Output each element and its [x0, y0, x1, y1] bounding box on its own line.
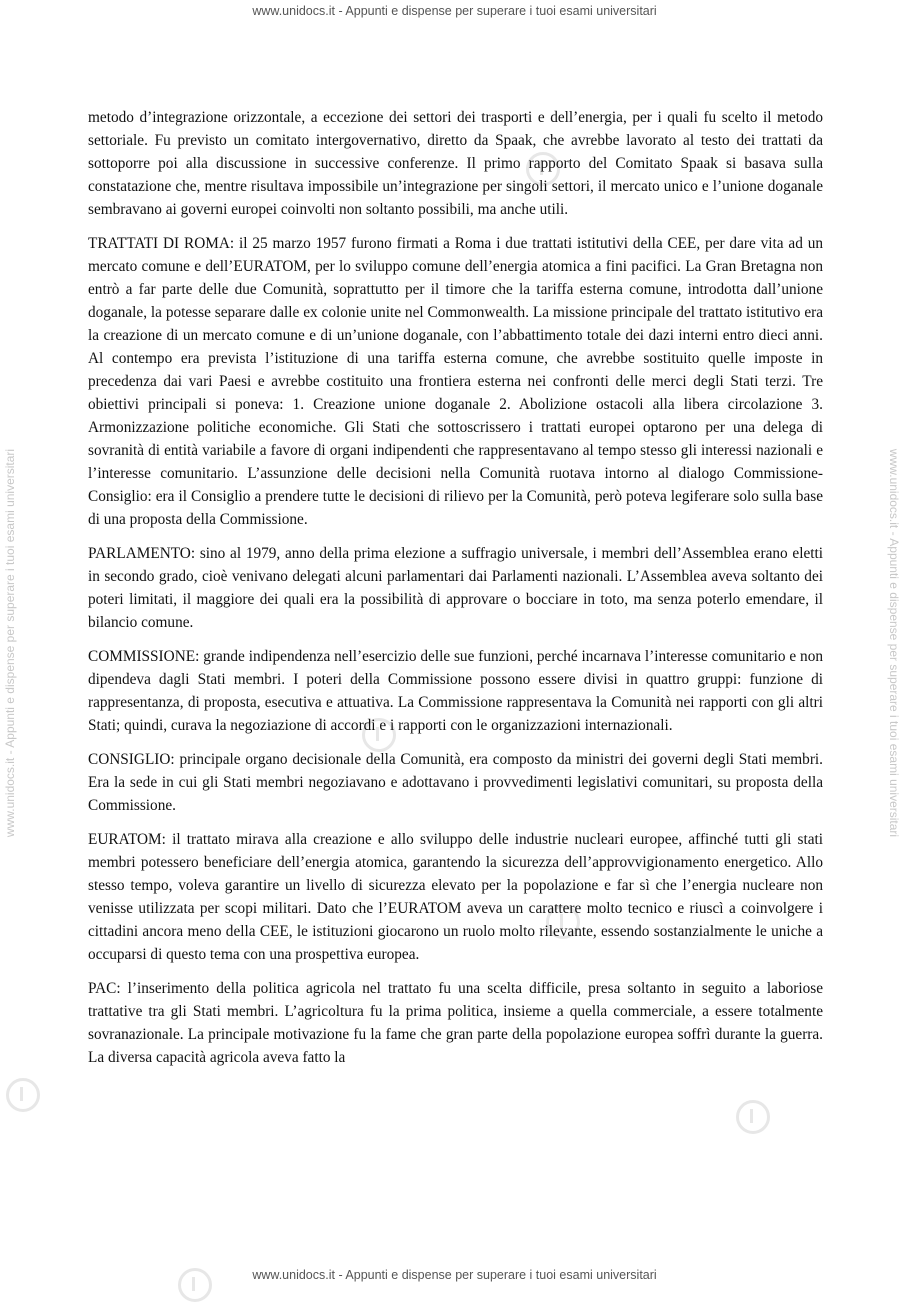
watermark-banner-top: www.unidocs.it - Appunti e dispense per superare i tuoi esami universitari — [252, 4, 657, 18]
watermark-side-right — [886, 0, 902, 1286]
paragraph-parlamento: PARLAMENTO: sino al 1979, anno della prima elezione a suffragio universale, i membri dell’Assemblea erano eletti in secondo grado, cioè venivano delegati alcuni parlamentari dai Parlamenti nazionali. L’Assemblea aveva soltanto dei poteri limitati, il maggiore dei quali era la possibilità di approvare o bocciare in toto, ma senza poterlo emendare, il bilancio comune. — [88, 545, 823, 631]
document-body — [88, 106, 823, 1080]
paragraph-consiglio: CONSIGLIO: principale organo decisionale della Comunità, era composto da ministri dei governi degli Stati membri. Era la sede in cui gli Stati membri negoziavano e adottavano i provvedimenti legislativi comunitari, su proposta della Commissione. — [88, 751, 823, 814]
paragraph-commissione: COMMISSIONE: grande indipendenza nell’esercizio delle sue funzioni, perché incarnava l’interesse comunitario e non dipendeva dagli Stati membri. I poteri della Commissione possono essere divisi in quattro gruppi: funzione di rappresentanza, di proposta, esecutiva e attuativa. La Commissione rappresentava la Comunità nei rapporti con gli altri Stati; quindi, curava la negoziazione di accordi e i rapporti con le organizzazioni internazionali. — [88, 648, 823, 734]
watermark-side-right-text: www.unidocs.it - Appunti e dispense per superare i tuoi esami universitari — [887, 448, 901, 838]
paragraph-intro: metodo d’integrazione orizzontale, a eccezione dei settori dei trasporti e dell’energia, per i quali fu scelto il metodo settoriale. Fu previsto un comitato intergovernativo, diretto da Spaak, che avrebbe lavorato al testo dei trattati da sottoporre poi alla discussione in successive conferenze. Il primo rapporto del Comitato Spaak si basava sulla constatazione che, mentre risultava impossibile un’integrazione per singoli settori, il mercato unico e l’unione doganale sembravano ai governi europei coinvolti non soltanto possibili, ma anche utili. — [88, 109, 823, 218]
watermark-logo-icon — [6, 1078, 40, 1112]
watermark-side-left-text: www.unidocs.it - Appunti e dispense per superare i tuoi esami universitari — [3, 448, 17, 838]
watermark-logo-icon — [736, 1100, 770, 1134]
paragraph-pac: PAC: l’inserimento della politica agricola nel trattato fu una scelta difficile, presa soltanto in seguito a laboriose trattative tra gli Stati membri. L’agricoltura fu la prima politica, insieme a quella commerciale, a essere totalmente sovranazionale. La principale motivazione fu la fame che gran parte della popolazione europea soffrì durante la guerra. La diversa capacità agricola aveva fatto la — [88, 980, 823, 1066]
watermark-banner-bottom: www.unidocs.it - Appunti e dispense per superare i tuoi esami universitari — [252, 1268, 657, 1282]
paragraph-euratom: EURATOM: il trattato mirava alla creazione e allo sviluppo delle industrie nucleari europee, affinché tutti gli stati membri potessero beneficiare dell’energia atomica, garantendo la sicurezza dell’approvvigionamento energetico. Allo stesso tempo, voleva garantire un livello di sicurezza elevato per la popolazione e far sì che l’energia nucleare non venisse utilizzata per scopi militari. Dato che l’EURATOM aveva un carattere molto tecnico e riuscì a coinvolgere i cittadini ancora meno della CEE, le istituzioni giocarono un ruolo molto rilevante, essendo sostanzialmente le uniche a occuparsi di questo tema con una prospettiva europea. — [88, 831, 823, 963]
paragraph-trattati-di-roma: TRATTATI DI ROMA: il 25 marzo 1957 furono firmati a Roma i due trattati istitutivi della CEE, per dare vita ad un mercato comune e dell’EURATOM, per lo sviluppo comune dell’energia atomica a fini pacifici. La Gran Bretagna non entrò a far parte delle due Comunità, soprattutto per il timore che la tariffa esterna comune, introdotta dall’unione doganale, la potesse separare dalle ex colonie unite nel Commonwealth. La missione principale del trattato istitutivo era la creazione di un mercato comune e di un’unione doganale, con l’abbattimento totale dei dazi interni entro dieci anni. Al contempo era prevista l’istituzione di una tariffa esterna comune, che avrebbe sostituito quelle imposte in precedenza dai vari Paesi e avrebbe costituito una frontiera esterna nei confronti delle merci degli Stati terzi. Tre obiettivi principali si poneva: 1. Creazione unione doganale 2. Abolizione ostacoli alla libera circolazione 3. Armonizzazione politiche economiche. Gli Stati che sottoscrissero i trattati europei optarono per una delega di sovranità di entità variabile a favore di organi indipendenti che rappresentavano al tempo stesso gli interessi nazionali e l’interesse comunitario. L’assunzione delle decisioni nella Comunità ruotava intorno al dialogo Commissione-Consiglio: era il Consiglio a prendere tutte le decisioni di rilievo per la Comunità, però poteva legiferare solo sulla base di una proposta della Commissione. — [88, 235, 823, 528]
